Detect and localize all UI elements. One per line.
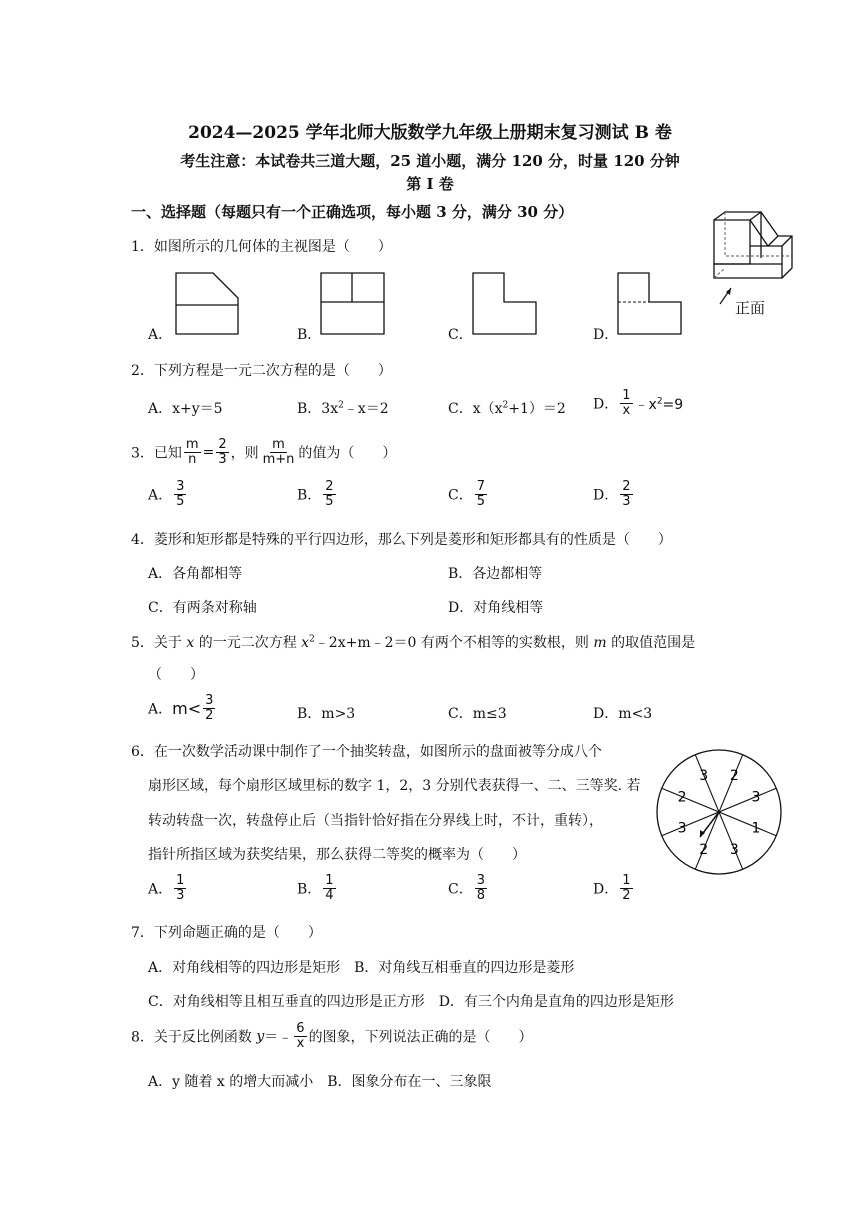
- q4-option-a: A．各角都相等: [148, 566, 243, 582]
- q4-option-d: D．对角线相等: [448, 600, 544, 616]
- q4-stem: 4．菱形和矩形都是特殊的平行四边形，那么下列是菱形和矩形都具有的性质是（ ）: [131, 532, 672, 548]
- q6-option-d: D． $\frac{1}{2}$: [593, 873, 631, 903]
- spinner-number: 2: [677, 789, 687, 806]
- q6-option-b: B． $\frac{1}{4}$: [297, 873, 334, 903]
- q5-option-d: D．m<3: [593, 706, 653, 722]
- q5-stem: 5．关于 x 的一元二次方程 $x^2﹣2x+m﹣2=0$ 有两个不相等的实数根，则 m 的取值范围是: [131, 634, 696, 651]
- q2-option-a: A．x+y＝5: [148, 401, 223, 417]
- spinner-number: 3: [729, 841, 739, 858]
- q5-option-b: B．m>3: [297, 706, 356, 722]
- q5-option-c: C．m≤3: [448, 706, 507, 722]
- q7-options-cd: C．对角线相等且相互垂直的四边形是正方形 D．有三个内角是直角的四边形是矩形: [148, 994, 674, 1010]
- q1-figure-c: [472, 272, 538, 336]
- q1-figure-a: [175, 272, 241, 336]
- spinner-number: 3: [751, 789, 761, 806]
- q3-stem: 3．已知 $\frac{m}{n}$ = $\frac{2}{3}$ ，则 $\frac{m}{m+n}$ 的值为（ ）: [131, 437, 397, 467]
- q6-line-1: 6．在一次数学活动课中制作了一个抽奖转盘，如图所示的盘面被等分成八个: [131, 744, 602, 760]
- q6-line-3: 转动转盘一次，转盘停止后（当指针恰好指在分界线上时，不计，重转），: [148, 813, 603, 829]
- q2-option-d: D． $\frac{1}{x}$ $﹣x^2=9$: [593, 388, 684, 418]
- q1-option-a: A．: [148, 327, 173, 343]
- view-label: 正面: [735, 299, 766, 317]
- q5-paren: （ ）: [148, 667, 204, 683]
- spinner-number: 2: [729, 768, 739, 785]
- q3-option-b: B． $\frac{2}{5}$: [297, 479, 334, 509]
- spinner-number: 3: [677, 820, 687, 837]
- q3-option-a: A． $\frac{3}{5}$: [148, 479, 185, 509]
- spinner-number: 2: [699, 841, 709, 858]
- prize-spinner: [654, 747, 784, 877]
- q1-option-c: C．: [448, 327, 473, 343]
- q1-figure-b: [320, 272, 386, 336]
- spinner-number: 3: [699, 768, 709, 785]
- q2-option-b: B．$3x^2﹣x=2$: [297, 400, 389, 417]
- section-heading: 一、选择题（每题只有一个正确选项，每小题 3 分，满分 30 分）: [131, 203, 574, 221]
- q4-option-b: B．各边都相等: [448, 566, 543, 582]
- q4-option-c: C．有两条对称轴: [148, 600, 257, 616]
- q7-options-ab: A．对角线相等的四边形是矩形 B．对角线互相垂直的四边形是菱形: [148, 960, 575, 976]
- spinner-number: 1: [751, 820, 761, 837]
- q5-option-a: A．m< $\frac{3}{2}$: [148, 693, 214, 723]
- q3-option-d: D． $\frac{2}{3}$: [593, 479, 631, 509]
- q6-line-2: 扇形区域，每个扇形区域里标的数字 1，2，3 分别代表获得一、二、三等奖. 若: [148, 778, 641, 794]
- q1-stem: 1．如图所示的几何体的主视图是（ ）: [131, 239, 392, 255]
- q1-option-b: B．: [297, 327, 322, 343]
- q8-stem: 8．关于反比例函数 y＝﹣ $\frac{6}{x}$ 的图象，下列说法正确的是（ ）: [131, 1021, 533, 1051]
- q6-option-a: A． $\frac{1}{3}$: [148, 873, 185, 903]
- q8-options-ab: A．y 随着 x 的增大而减小 B．图象分布在一、三象限: [148, 1074, 492, 1090]
- q7-stem: 7．下列命题正确的是（ ）: [131, 925, 322, 941]
- exam-notice: 考生注意：本试卷共三道大题，25 道小题，满分 120 分，时量 120 分钟: [180, 152, 680, 170]
- page-title: 2024—2025 学年北师大版数学九年级上册期末复习测试 B 卷: [188, 123, 672, 143]
- q1-figure-d: [617, 272, 683, 336]
- q2-stem: 2．下列方程是一元二次方程的是（ ）: [131, 363, 392, 379]
- q3-option-c: C． $\frac{7}{5}$: [448, 479, 485, 509]
- q6-option-c: C． $\frac{3}{8}$: [448, 873, 485, 903]
- q2-option-c: C．$x(x^2+1)=2$: [448, 400, 566, 417]
- q1-option-d: D．: [593, 327, 619, 343]
- q6-line-4: 指针所指区域为获奖结果，那么获得二等奖的概率为（ ）: [148, 847, 526, 863]
- volume-label: 第 I 卷: [406, 175, 454, 193]
